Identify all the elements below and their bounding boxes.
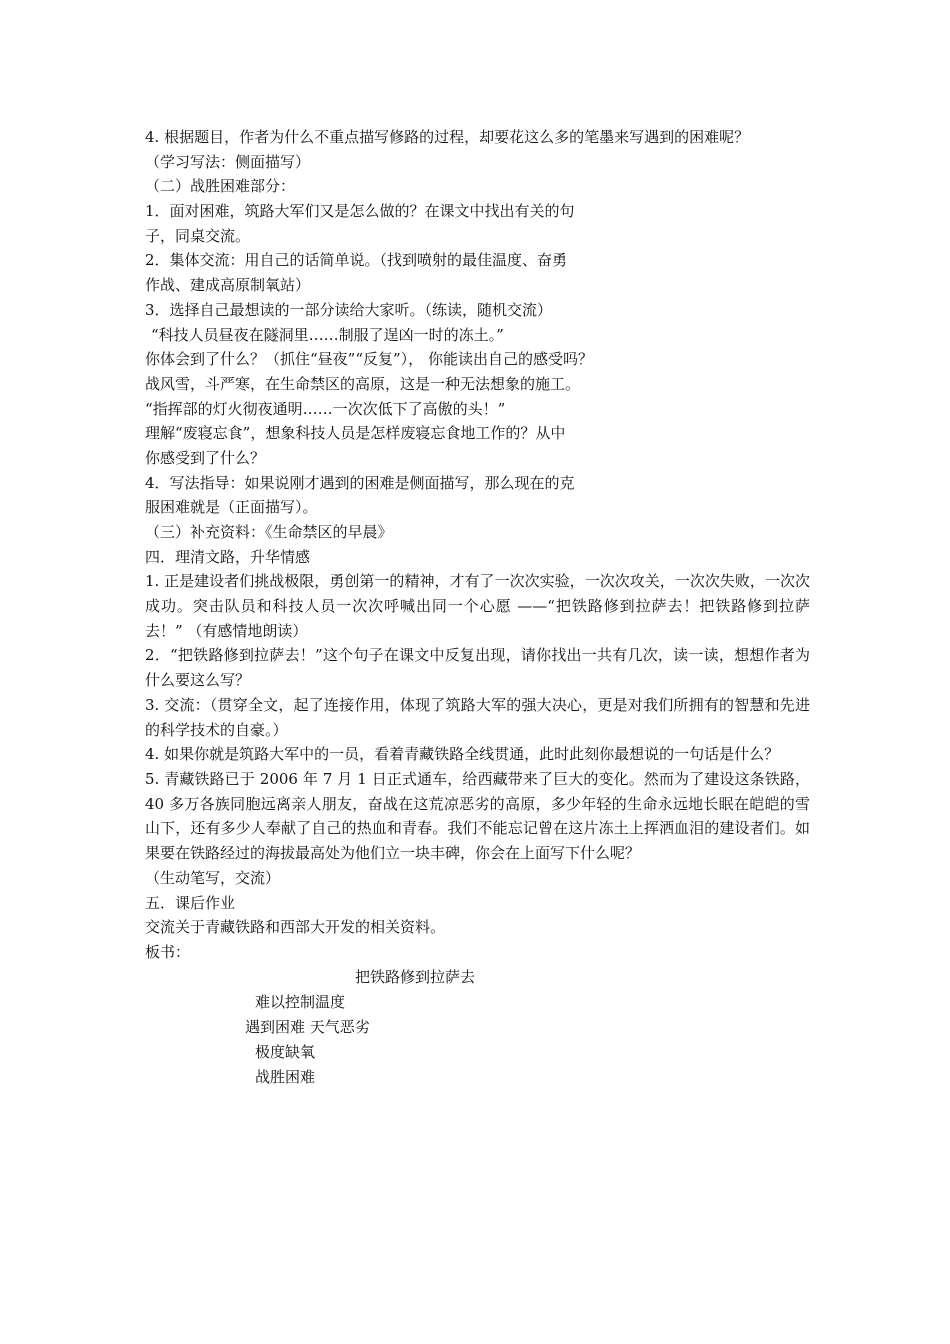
text-line: 1．面对困难，筑路大军们又是怎么做的？在课文中找出有关的句	[145, 202, 575, 221]
text-line: （生动笔写，交流）	[145, 868, 281, 887]
quote-line: “指挥部的灯火彻夜通明……一次次低下了高傲的头！”	[145, 399, 506, 418]
paragraph: 1. 正是建设者们挑战极限，勇创第一的精神，才有了一次次实验，一次次攻关，一次次失败，一次次成功。突击队员和科技人员一次次呼喊出同一个心愿 ——“把铁路修到拉萨去！把铁路修到拉萨去！” （有感情地朗读）	[145, 572, 810, 640]
section-heading: 五．课后作业	[145, 893, 236, 912]
board-item: 遇到困难 天气恶劣	[245, 1017, 370, 1036]
section-heading: 四．理清文路，升华情感	[145, 547, 311, 566]
document-page	[145, 125, 810, 1090]
board-title: 把铁路修到拉萨去	[355, 967, 476, 986]
text-line: 交流关于青藏铁路和西部大开发的相关资料。	[145, 918, 446, 937]
blackboard-outline	[145, 965, 810, 1090]
board-item: 战胜困难	[255, 1067, 316, 1086]
board-item: 极度缺氧	[255, 1042, 316, 1061]
text-line: 你感受到了什么？	[145, 448, 266, 467]
section-heading: （三）补充资料：《生命禁区的早晨》	[145, 523, 393, 541]
text-line: 战风雪，斗严寒，在生命禁区的高原，这是一种无法想象的施工。	[145, 374, 581, 393]
text-line: 4. 根据题目，作者为什么不重点描写修路的过程，却要花这么多的笔墨来写遇到的困难呢？	[145, 128, 750, 146]
paragraph: 3. 交流：（贯穿全文，起了连接作用，体现了筑路大军的强大决心，更是对我们所拥有的智慧和先进的科学技术的自豪。）	[145, 695, 810, 739]
board-label: 板书：	[145, 942, 191, 961]
text-line: 服困难就是（正面描写）。	[145, 498, 318, 517]
paragraph: 4. 如果你就是筑路大军中的一员，看着青藏铁路全线贯通，此时此刻你最想说的一句话是什么？	[145, 745, 780, 764]
quote-line: “科技人员昼夜在隧洞里……制服了逞凶一时的冻土。”	[151, 325, 504, 344]
text-line: 你体会到了什么？（抓住“昼夜”“反复”）， 你能读出自己的感受吗？	[145, 350, 593, 369]
text-line: （学习写法：侧面描写）	[145, 152, 311, 171]
text-line: 理解“废寝忘食”，想象科技人员是怎样废寝忘食地工作的？从中	[145, 424, 566, 443]
text-line: 2．集体交流：用自己的话简单说。（找到喷射的最佳温度、奋勇	[145, 251, 568, 270]
board-item: 难以控制温度	[255, 992, 346, 1011]
text-line: 作战、建成高原制氧站）	[145, 276, 311, 295]
section-heading: （二）战胜困难部分：	[145, 177, 296, 196]
text-line: 3．选择自己最想读的一部分读给大家听。（练读，随机交流）	[145, 300, 553, 319]
paragraph: 2．“把铁路修到拉萨去！”这个句子在课文中反复出现，请你找出一共有几次，读一读，想想作者为什么要这么写？	[145, 646, 810, 690]
paragraph: 5. 青藏铁路已于 2006 年 7 月 1 日正式通车，给西藏带来了巨大的变化。然而为了建设这条铁路，40 多万各族同胞远离亲人朋友，奋战在这荒凉恶劣的高原，多少年轻的生命永远地长眠在皑皑的雪山下，还有多少人奉献了自己的热血和青春。我们不能忘记曾在这片冻土上挥洒血泪的建设者们。如果要在铁路经过的海拔最高处为他们立一块丰碑，你会在上面写下什么呢？	[145, 770, 810, 863]
text-line: 子，同桌交流。	[145, 226, 251, 245]
text-line: 4．写法指导：如果说刚才遇到的困难是侧面描写，那么现在的克	[145, 473, 575, 492]
